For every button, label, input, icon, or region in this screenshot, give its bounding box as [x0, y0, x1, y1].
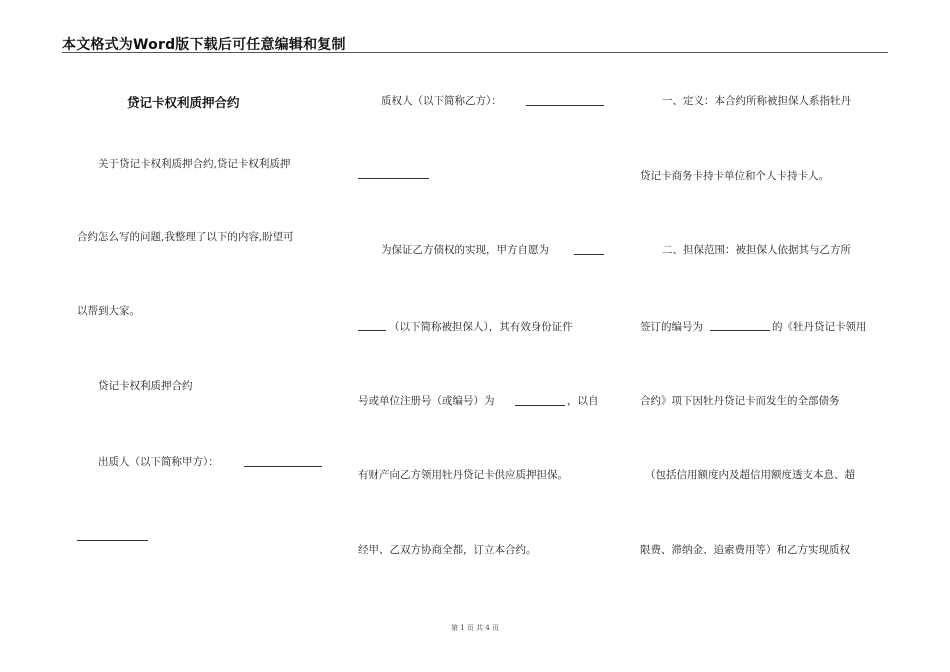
paragraph-line: 号或单位注册号（或编号）为	[358, 395, 495, 407]
paragraph-line: 一、定义：本合约所称被担保人系指牡丹	[662, 95, 851, 107]
paragraph-line: 关于贷记卡权利质押合约,贷记卡权利质押	[98, 158, 291, 170]
paragraph-line: 限费、滞纳金、追索费用等）和乙方实现质权	[640, 544, 850, 556]
fill-in-blank	[526, 105, 604, 106]
pledgor-label: 出质人（以下简称甲方）：	[98, 456, 219, 468]
fill-in-blank	[710, 330, 770, 331]
pledgee-label: 质权人（以下简称乙方）：	[381, 95, 502, 107]
paragraph-line: （以下简称被担保人），其有效身份证件	[389, 321, 573, 333]
page-number: 第 1 页 共 4 页	[450, 624, 500, 632]
paragraph-line: 的《牡丹贷记卡领用	[772, 321, 867, 333]
paragraph-line: 贷记卡商务卡持卡单位和个人卡持卡人。	[640, 170, 829, 182]
fill-in-blank	[574, 254, 604, 255]
fill-in-blank	[358, 178, 429, 179]
paragraph-line: ，以自	[567, 395, 599, 407]
paragraph-line: 签订的编号为	[640, 321, 703, 333]
header-divider	[62, 52, 888, 53]
paragraph-line: 经甲、乙双方协商全都，订立本合约。	[358, 544, 537, 556]
paragraph-line: 二、担保范围：被担保人依据其与乙方所	[662, 244, 851, 256]
fill-in-blank	[515, 405, 565, 406]
paragraph-line: 合约》项下因牡丹贷记卡而发生的全部债务	[640, 395, 840, 407]
paragraph-line: 合约怎么写的问题,我整理了以下的内容,盼望可	[77, 231, 294, 243]
paragraph-line: 以帮到大家。	[77, 305, 140, 317]
document-title: 贷记卡权利质押合约	[127, 95, 240, 110]
paragraph-line: 有财产向乙方领用牡丹贷记卡供应质押担保。	[358, 469, 568, 481]
paragraph-line: （包括信用额度内及超信用额度透支本息、超	[645, 469, 855, 481]
fill-in-blank	[77, 540, 148, 541]
paragraph-line: 贷记卡权利质押合约	[98, 380, 193, 392]
fill-in-blank	[244, 466, 322, 467]
header-title: 本文格式为Word版下载后可任意编辑和复制	[62, 37, 346, 53]
fill-in-blank	[358, 330, 386, 331]
paragraph-line: 为保证乙方债权的实现，甲方自愿为	[381, 244, 549, 256]
